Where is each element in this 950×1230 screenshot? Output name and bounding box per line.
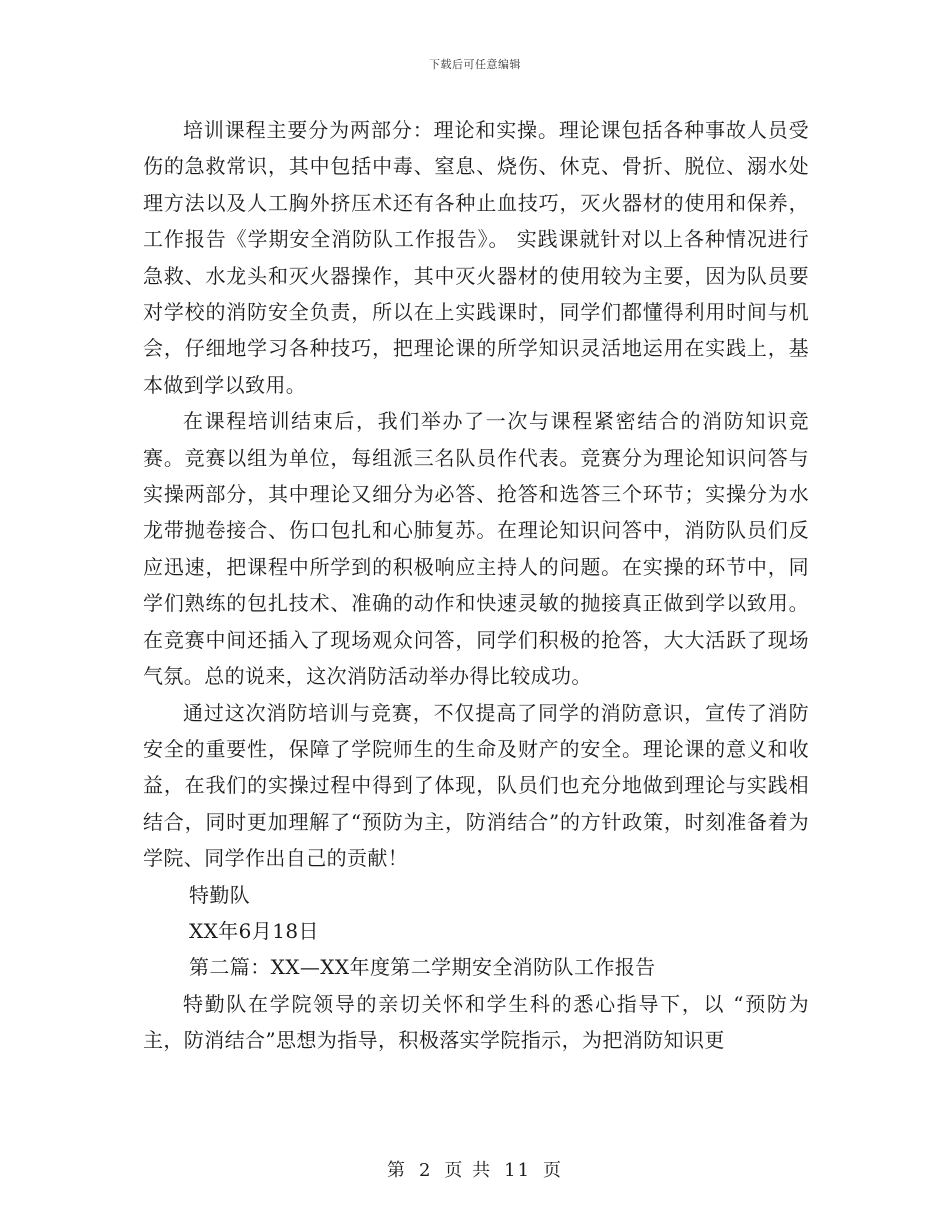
page-number: 2 (418, 1160, 433, 1181)
page-footer (0, 1156, 950, 1182)
document-body (143, 112, 809, 1059)
header-note: 下载后可任意编辑 (429, 58, 521, 71)
signature: 特勤队 (189, 882, 251, 907)
section-title: 第二篇：XX—XX年度第二学期安全消防队工作报告 (189, 955, 656, 980)
paragraph-competition: 在课程培训结束后，我们举办了一次与课程紧密结合的消防知识竞赛。竞赛以组为单位，每组派三名队员作代表。竞赛分为理论知识问答与实操两部分，其中理论又细分为必答、抢答和选答三个环节；实操分为水龙带抛卷接合、伤口包扎和心肺复苏。在理论知识问答中，消防队员们反应迅速，把课程中所学到的积极响应主持人的问题。在实操的环节中，同学们熟练的包扎技术、准确的动作和快速灵敏的抛接真正做到学以致用。在竞赛中间还插入了现场观众问答，同学们积极的抢答，大大活跃了现场气氛。总的说来，这次消防活动举办得比较成功。 (143, 409, 809, 689)
paragraph-training-courses: 培训课程主要分为两部分：理论和实操。理论课包括各种事故人员受伤的急救常识，其中包括中毒、窒息、烧伤、休克、骨折、脱位、溺水处理方法以及人工胸外挤压术还有各种止血技巧，灭火器材的使用和保养，工作报告《学期安全消防队工作报告》。 实践课就针对以上各种情况进行急救、水龙头和灭火器操作，其中灭火器材的使用较为主要，因为队员要对学校的消防安全负责，所以在上实践课时，同学们都懂得利用时间与机会，仔细地学习各种技巧，把理论课的所学知识灵活地运用在实践上，基本做到学以致用。 (143, 118, 809, 397)
paragraph-conclusion: 通过这次消防培训与竞赛，不仅提高了同学的消防意识，宣传了消防安全的重要性，保障了学院师生的生命及财产的安全。理论课的意义和收益，在我们的实操过程中得到了体现，队员们也充分地做到理论与实践相结合，同时更加理解了“预防为主，防消结合”的方针政策，时刻准备着为学院、同学作出自己的贡献！ (143, 700, 809, 871)
footer-suffix: 页 (543, 1160, 564, 1181)
date: XX年6月18日 (189, 918, 319, 943)
paragraph-second-report: 特勤队在学院领导的亲切关怀和学生科的悉心指导下，以 “预防为主，防消结合”思想为指导，积极落实学院指示，为把消防知识更 (143, 991, 809, 1053)
page-total: 11 (504, 1160, 532, 1181)
footer-mid: 页 共 (444, 1160, 493, 1181)
footer-prefix: 第 (386, 1160, 407, 1181)
